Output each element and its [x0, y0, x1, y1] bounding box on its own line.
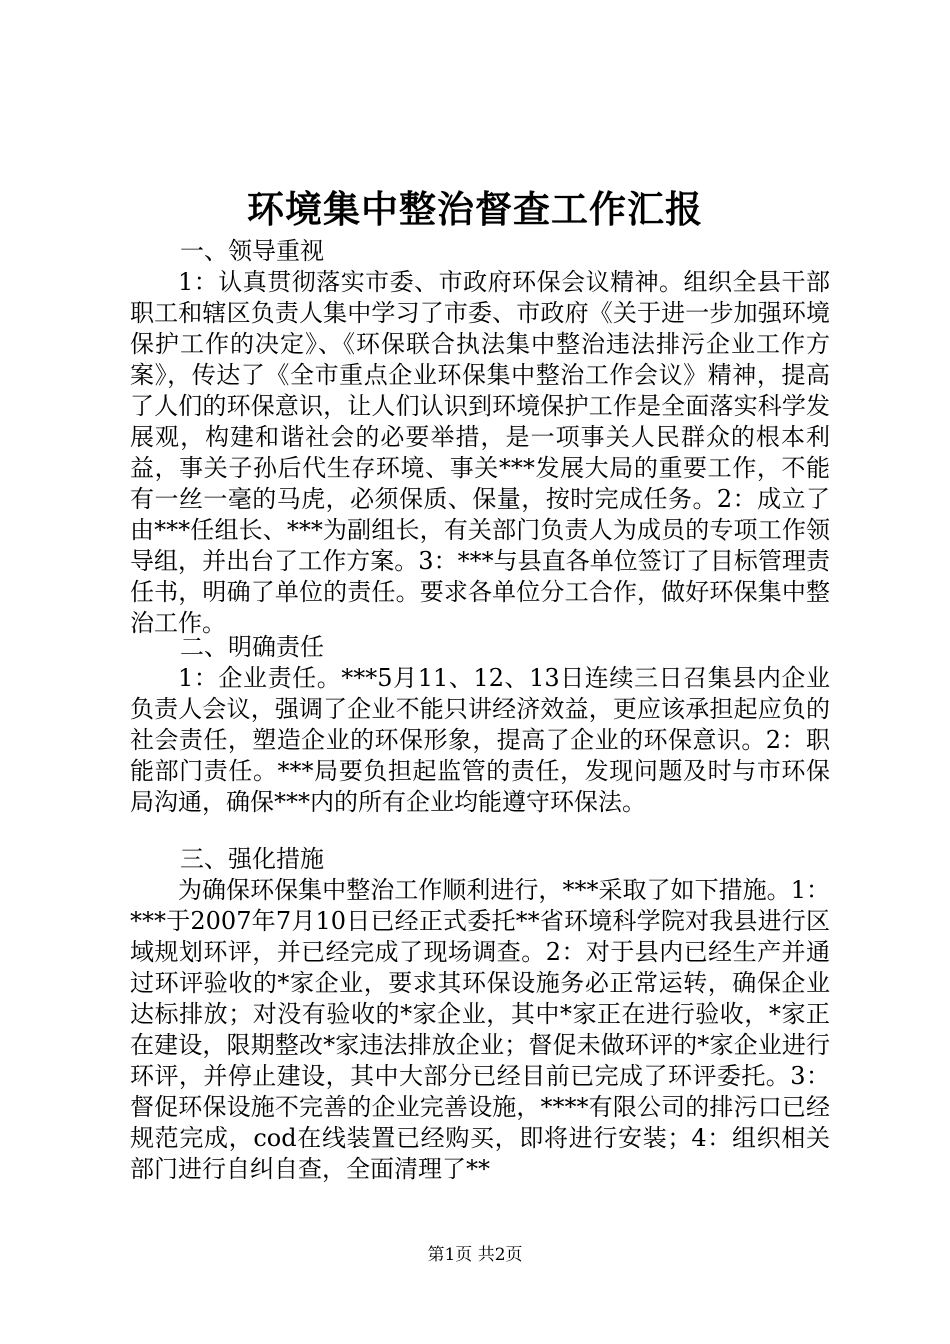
section-body-responsibility	[130, 663, 830, 818]
document-title: 环境集中整治督查工作汇报	[247, 187, 703, 231]
paragraph: 为确保环保集中整治工作顺利进行，***采取了如下措施。1：***于2007年7月10日已经正式委托**省环境科学院对我县进行区域规划环评，并已经完成了现场调查。2：对于县内已经生产并通过环评验收的*家企业，要求其环保设施务必正常运转，确保企业达标排放；对没有验收的*家企业，其中*家正在进行验收，*家正在建设，限期整改*家违法排放企业；督促未做环评的*家企业进行环评，并停止建设，其中大部分已经目前已完成了环评委托。3：督促环保设施不完善的企业完善设施，****有限公司的排污口已经规范完成，cod在线装置已经购买，即将进行安装；4：组织相关部门进行自纠自查，全面清理了**	[130, 876, 830, 1183]
section-heading-measures: 三、强化措施	[180, 845, 324, 873]
section-body-leadership	[130, 267, 830, 639]
page-number-footer: 第1页 共2页	[427, 1245, 523, 1265]
paragraph: 1：企业责任。***5月11、12、13日连续三日召集县内企业负责人会议，强调了企业不能只讲经济效益，更应该承担起应负的社会责任，塑造企业的环保形象，提高了企业的环保意识。2：职能部门责任。***局要负担起监管的责任，发现问题及时与市环保局沟通，确保***内的所有企业均能遵守环保法。	[130, 664, 830, 816]
section-body-measures	[130, 875, 830, 1185]
section-heading-responsibility: 二、明确责任	[180, 633, 324, 661]
section-heading-leadership: 一、领导重视	[180, 237, 324, 265]
paragraph: 1：认真贯彻落实市委、市政府环保会议精神。组织全县干部职工和辖区负责人集中学习了市委、市政府《关于进一步加强环境保护工作的决定》、《环保联合执法集中整治违法排污企业工作方案》，传达了《全市重点企业环保集中整治工作会议》精神，提高了人们的环保意识，让人们认识到环境保护工作是全面落实科学发展观，构建和谐社会的必要举措，是一项事关人民群众的根本利益，事关子孙后代生存环境、事关***发展大局的重要工作，不能有一丝一毫的马虎，必须保质、保量，按时完成任务。2：成立了由***任组长、***为副组长，有关部门负责人为成员的专项工作领导组，并出台了工作方案。3：***与县直各单位签订了目标管理责任书，明确了单位的责任。要求各单位分工合作，做好环保集中整治工作。	[130, 268, 830, 637]
